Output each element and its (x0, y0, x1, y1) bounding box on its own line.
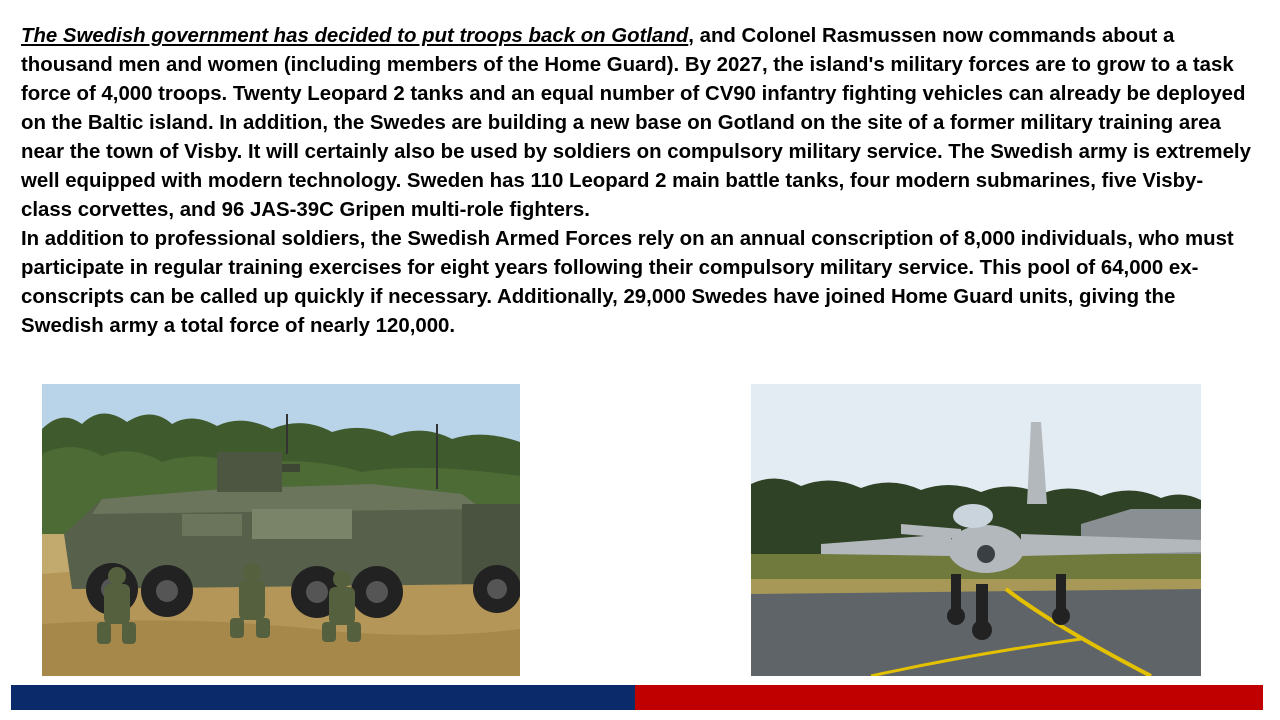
paragraph-1-text: , and Colonel Rasmussen now commands about a thousand men and women (including members of the Home Guard). By 2027, the island's military forces are to grow to a task force of 4,000 troops. Twenty Leopard 2 tanks and an equal number of CV90 infantry fighting vehicles can already be deployed on the Baltic island. In addition, the Swedes are building a new base on Gotland on the site of a former military training area near the town of Visby. It will certainly also be used by soldiers on compulsory military service. The Swedish army is extremely well equipped with modern technology. Sweden has 110 Leopard 2 main battle tanks, four modern submarines, five Visby-class corvettes, and 96 JAS-39C Gripen multi-role fighters. (21, 25, 1251, 221)
body-text (21, 22, 1251, 341)
fighter-jet-photo (751, 384, 1201, 676)
armored-vehicle-image (42, 384, 520, 676)
paragraph-1 (21, 22, 1251, 225)
armored-vehicle-photo (42, 384, 520, 676)
paragraph-2: In addition to professional soldiers, the Swedish Armed Forces rely on an annual conscription of 8,000 individuals, who must participate in regular training exercises for eight years following their compulsory military service. This pool of 64,000 ex-conscripts can be called up quickly if necessary. Additionally, 29,000 Swedes have joined Home Guard units, giving the Swedish army a total force of nearly 120,000. (21, 228, 1234, 337)
footer-bar-red (635, 685, 1263, 710)
footer-bar-blue (11, 685, 635, 710)
gotland-article-link[interactable]: The Swedish government has decided to put troops back on Gotland (21, 25, 689, 47)
fighter-jet-image (751, 384, 1201, 676)
